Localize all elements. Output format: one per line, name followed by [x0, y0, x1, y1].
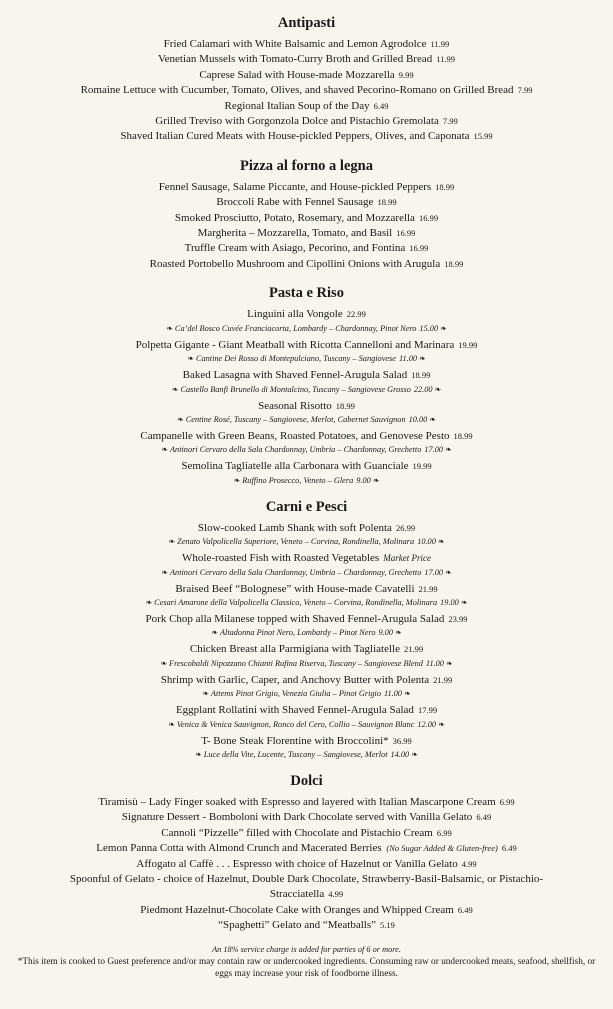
wine-pairing	[6, 597, 607, 608]
fleuron-icon: ❧	[202, 689, 209, 699]
wine-price: 19.00	[440, 597, 459, 607]
item-price: 6.49	[457, 904, 473, 915]
item-name: Broccoli Rabe with Fennel Sausage	[216, 196, 374, 209]
item-name: Roasted Portobello Mushroom and Cipollini Onions with Arugula	[149, 257, 441, 270]
item-name: Margherita – Mozzarella, Tomato, and Basil	[197, 227, 393, 240]
item-price: 18.99	[377, 197, 397, 208]
fleuron-icon: ❧	[166, 323, 173, 333]
item-name: Piedmont Hazelnut-Chocolate Cake with Oranges and Whipped Cream	[140, 903, 454, 916]
item-name: Lemon Panna Cotta with Almond Crunch and Macerated Berries	[96, 842, 382, 855]
wine-price: 17.00	[424, 567, 444, 577]
item-name: Shrimp with Garlic, Caper, and Anchovy Butter with Polenta	[160, 673, 430, 686]
fleuron-icon: ❧	[445, 445, 452, 455]
item-name: Cannoli “Pizzelle” filled with Chocolate and Pistachio Cream	[161, 826, 433, 839]
item-price: 18.99	[444, 258, 464, 269]
fleuron-icon: ❧	[411, 749, 418, 759]
wine-price: 11.00	[384, 689, 403, 699]
menu-item	[6, 841, 607, 856]
wine-price: 10.00	[408, 414, 428, 424]
item-name: Spoonful of Gelato - choice of Hazelnut, Double Dark Chocolate, Strawberry-Basil-Balsamic, or Pistachio-Stracciatella	[69, 873, 544, 901]
wine-price: 11.00	[398, 354, 418, 364]
menu-item	[6, 338, 607, 353]
wine-price: 17.00	[424, 445, 444, 455]
dish-with-wine	[6, 459, 607, 485]
fleuron-icon: ❧	[177, 414, 184, 424]
wine-name: Ca’del Bosco Cuvée Franciacorta, Lombardy – Chardonnay, Pinot Nero	[174, 323, 417, 333]
menu-item	[6, 99, 607, 114]
fleuron-icon: ❧	[161, 567, 168, 577]
item-price: 21.99	[418, 583, 438, 594]
dish-with-wine	[6, 399, 607, 425]
wine-name: Centine Rosé, Tuscany – Sangiovese, Merlot, Cabernet Sauvignon	[185, 414, 406, 424]
menu-item	[6, 521, 607, 536]
item-name: Venetian Mussels with Tomato-Curry Broth and Grilled Bread	[157, 53, 433, 66]
menu-item	[6, 83, 607, 98]
item-price: 18.99	[335, 400, 355, 411]
item-price: 21.99	[433, 674, 453, 685]
fleuron-icon: ❧	[429, 414, 436, 424]
menu-item	[6, 918, 607, 933]
wine-price: 10.00	[417, 537, 436, 547]
menu-section	[6, 157, 607, 272]
fleuron-icon: ❧	[404, 689, 411, 699]
item-name: Grilled Treviso with Gorgonzola Dolce and Pistachio Gremolata	[155, 115, 439, 128]
item-price: 26.99	[395, 522, 416, 533]
wine-pairing	[6, 353, 607, 364]
wine-name: Altadonna Pinot Nero, Lombardy – Pinot Nero	[219, 628, 376, 638]
section-title: Antipasti	[277, 15, 336, 31]
menu-item	[6, 195, 607, 210]
item-price: 23.99	[448, 613, 468, 624]
dish-with-wine	[6, 307, 607, 333]
dish-with-wine	[6, 551, 607, 577]
menu-item	[6, 241, 607, 256]
menu-item	[6, 399, 607, 414]
menu-item	[6, 642, 607, 657]
wine-price: 22.00	[413, 384, 433, 394]
wine-name: Castello Banfi Brunello di Montalcino, Tuscany – Sangiovese Grosso	[180, 384, 411, 394]
wine-name: Frescobaldi Nipozzano Chianti Rufina Riserva, Tuscany – Sangiovese Blend	[169, 658, 423, 668]
menu-item	[6, 734, 607, 749]
item-name: Fried Calamari with White Balsamic and Lemon Agrodolce	[163, 38, 427, 50]
dish-with-wine	[6, 368, 607, 394]
menu-item	[6, 826, 607, 841]
fleuron-icon: ❧	[395, 628, 402, 638]
item-price: 16.99	[409, 243, 429, 254]
fleuron-icon: ❧	[233, 475, 241, 485]
menu-section	[6, 14, 607, 145]
fleuron-icon: ❧	[438, 719, 445, 729]
item-price: 5.19	[380, 920, 395, 931]
item-price: 9.99	[398, 69, 414, 80]
item-name: Campanelle with Green Beans, Roasted Potatoes, and Genovese Pesto	[140, 429, 450, 442]
wine-pairing	[6, 719, 607, 730]
dish-with-wine	[6, 642, 607, 668]
item-name: Polpetta Gigante - Giant Meatball with Ricotta Cannelloni and Marinara	[135, 338, 455, 351]
fleuron-icon: ❧	[171, 384, 179, 394]
item-name: “Spaghetti” Gelato and “Meatballs”	[218, 919, 377, 932]
service-charge-note: An 18% service charge is added for parties of 6 or more.	[212, 944, 401, 954]
menu-item	[6, 857, 607, 872]
wine-name: Zenato Valpolicella Superiore, Veneto – Corvina, Rondinella, Molinara	[177, 537, 415, 547]
item-price: 6.49	[373, 100, 389, 111]
item-price: 17.99	[417, 705, 438, 716]
fleuron-icon: ❧	[445, 567, 452, 577]
item-price: 16.99	[418, 212, 439, 223]
item-price: 6.49	[476, 812, 492, 823]
item-name: Slow-cooked Lamb Shank with soft Polenta	[197, 521, 392, 534]
section-title: Dolci	[290, 772, 323, 789]
wine-pairing	[6, 749, 607, 760]
dish-with-wine	[6, 612, 607, 638]
item-price: 7.99	[517, 85, 533, 96]
fleuron-icon: ❧	[195, 749, 202, 759]
item-name: Romaine Lettuce with Cucumber, Tomato, Olives, and shaved Pecorino-Romano on Grilled Bread	[80, 84, 514, 97]
dish-with-wine	[6, 734, 607, 760]
wine-price: 9.00	[356, 475, 371, 485]
menu-item	[6, 114, 607, 129]
item-name: Affogato al Caffè . . . Espresso with choice of Hazelnut or Vanilla Gelato	[136, 857, 458, 870]
fleuron-icon: ❧	[211, 628, 218, 638]
item-price: 6.49	[501, 843, 517, 854]
dish-with-wine	[6, 429, 607, 455]
wine-name: Cesari Amarone della Valpolicella Classico, Veneto – Corvina, Rondinella, Molinara	[154, 597, 438, 607]
menu-section	[6, 498, 607, 760]
wine-name: Cantine Dei Rosso di Montepulciano, Tuscany – Sangiovese	[195, 354, 396, 364]
menu-section	[6, 284, 607, 485]
item-price: 11.99	[430, 39, 450, 49]
wine-pairing	[6, 444, 607, 455]
item-price: 15.99	[473, 131, 493, 142]
wine-pairing	[6, 688, 607, 699]
item-name: T- Bone Steak Florentine with Broccolini*	[201, 734, 389, 747]
item-price: 22.99	[346, 309, 366, 320]
item-name: Seasonal Risotto	[258, 399, 332, 412]
item-name: Fennel Sausage, Salame Piccante, and House-pickled Peppers	[158, 180, 432, 193]
menu-footer	[6, 944, 607, 981]
item-name: Whole-roasted Fish with Roasted Vegetables	[182, 552, 380, 565]
menu-item	[6, 307, 607, 322]
wine-name: Ruffino Prosecco, Veneto – Glera	[242, 475, 354, 485]
menu-item	[6, 612, 607, 627]
item-price: 16.99	[396, 228, 416, 239]
menu-item	[6, 810, 607, 825]
fleuron-icon: ❧	[460, 597, 468, 607]
dish-with-wine	[6, 673, 607, 699]
item-name: Chicken Breast alla Parmigiana with Tagliatelle	[189, 643, 400, 656]
item-name: Eggplant Rollatini with Shaved Fennel-Arugula Salad	[175, 704, 414, 717]
fleuron-icon: ❧	[161, 445, 168, 455]
menu-section	[6, 772, 607, 934]
menu-item	[6, 673, 607, 688]
menu-item	[6, 129, 607, 144]
item-price: 36.99	[392, 735, 412, 746]
wine-name: Luce della Vite, Lucente, Tuscany – Sangiovese, Merlot	[203, 749, 388, 759]
fleuron-icon: ❧	[372, 475, 380, 485]
item-price: 11.99	[436, 54, 456, 65]
menu-item	[6, 795, 607, 810]
menu-item	[6, 37, 607, 52]
menu-item	[6, 872, 607, 903]
item-name: Signature Dessert - Bomboloni with Dark Chocolate served with Vanilla Gelato	[121, 811, 473, 824]
fleuron-icon: ❧	[168, 719, 175, 729]
item-name: Truffle Cream with Asiago, Pecorino, and Fontina	[184, 242, 406, 255]
item-price: 4.99	[328, 889, 344, 900]
dish-with-wine	[6, 582, 607, 608]
menu-item	[6, 429, 607, 444]
menu-item	[6, 257, 607, 272]
fleuron-icon: ❧	[160, 658, 168, 668]
wine-price: 15.00	[419, 323, 439, 333]
wine-pairing	[6, 567, 607, 578]
fleuron-icon: ❧	[419, 354, 426, 364]
fleuron-icon: ❧	[434, 384, 442, 394]
section-title: Pasta e Riso	[269, 285, 344, 302]
fleuron-icon: ❧	[437, 537, 445, 547]
item-price: 7.99	[442, 116, 458, 127]
item-price: 18.99	[453, 430, 473, 441]
menu-item	[6, 459, 607, 474]
item-name: Regional Italian Soup of the Day	[224, 99, 370, 112]
dish-with-wine	[6, 521, 607, 547]
item-name: Semolina Tagliatelle alla Carbonara with Guanciale	[181, 460, 409, 473]
menu-item	[6, 368, 607, 383]
menu-item	[6, 551, 607, 566]
wine-name: Attems Pinot Grigio, Venezia Giulia – Pinot Grigio	[210, 689, 381, 699]
wine-pairing	[6, 323, 607, 334]
fleuron-icon: ❧	[445, 658, 453, 668]
item-price: 18.99	[435, 181, 455, 192]
fleuron-icon: ❧	[187, 354, 194, 364]
menu-item	[6, 703, 607, 718]
item-name: Pork Chop alla Milanese topped with Shaved Fennel-Arugula Salad	[145, 612, 445, 625]
wine-price: 12.00	[417, 719, 437, 729]
item-price: 21.99	[403, 644, 424, 655]
item-name: Tiramisù – Lady Finger soaked with Espresso and layered with Italian Mascarpone Cream	[98, 795, 496, 808]
item-price: 6.99	[436, 827, 452, 838]
wine-price: 11.00	[425, 658, 444, 668]
wine-pairing	[6, 658, 607, 669]
menu-item	[6, 211, 607, 226]
dish-with-wine	[6, 703, 607, 729]
menu-item	[6, 68, 607, 83]
wine-price: 9.00	[378, 628, 394, 638]
menu-item	[6, 52, 607, 67]
wine-pairing	[6, 384, 607, 395]
menu-item	[6, 180, 607, 195]
menu-item	[6, 903, 607, 918]
menu-item	[6, 226, 607, 241]
section-title: Carni e Pesci	[265, 498, 348, 515]
menu-sections	[6, 14, 607, 934]
item-price: 19.99	[412, 461, 432, 472]
item-name: Linguini alla Vongole	[247, 308, 343, 321]
item-market-price: Market Price	[383, 553, 431, 564]
wine-pairing	[6, 475, 607, 486]
item-name: Smoked Prosciutto, Potato, Rosemary, and Mozzarella	[174, 211, 415, 224]
fleuron-icon: ❧	[440, 323, 447, 333]
wine-price: 14.00	[390, 749, 410, 759]
wine-name: Antinori Cervaro della Sala Chardonnay, Umbria – Chardonnay, Grechetto	[169, 567, 422, 577]
item-price: 4.99	[461, 858, 477, 869]
item-price: 19.99	[458, 339, 478, 350]
wine-pairing	[6, 627, 607, 638]
item-name: Braised Beef “Bolognese” with House-made Cavatelli	[175, 582, 415, 595]
dish-with-wine	[6, 338, 607, 364]
wine-name: Venica & Venica Sauvignon, Ronco del Cero, Collio – Sauvignon Blanc	[176, 719, 415, 729]
wine-pairing	[6, 414, 607, 425]
fleuron-icon: ❧	[145, 597, 153, 607]
menu-item	[6, 582, 607, 597]
fleuron-icon: ❧	[168, 537, 176, 547]
item-name: Shaved Italian Cured Meats with House-pickled Peppers, Olives, and Caponata	[120, 130, 470, 143]
item-price: 18.99	[411, 370, 431, 381]
item-name: Baked Lasagna with Shaved Fennel-Arugula Salad	[182, 369, 408, 382]
wine-name: Antinori Cervaro della Sala Chardonnay, Umbria – Chardonnay, Grechetto	[169, 445, 422, 455]
wine-pairing	[6, 536, 607, 547]
item-name: Caprese Salad with House-made Mozzarella	[199, 68, 395, 81]
item-note: (No Sugar Added & Gluten-free)	[386, 843, 498, 854]
foodborne-disclaimer: *This item is cooked to Guest preference and/or may contain raw or undercooked ingredients. Consuming raw or undercooked meats, seafood, shellfish, or eggs may increase your risk of foodborne illness.	[17, 956, 596, 980]
item-price: 6.99	[499, 796, 515, 807]
section-title: Pizza al forno a legna	[240, 157, 373, 174]
